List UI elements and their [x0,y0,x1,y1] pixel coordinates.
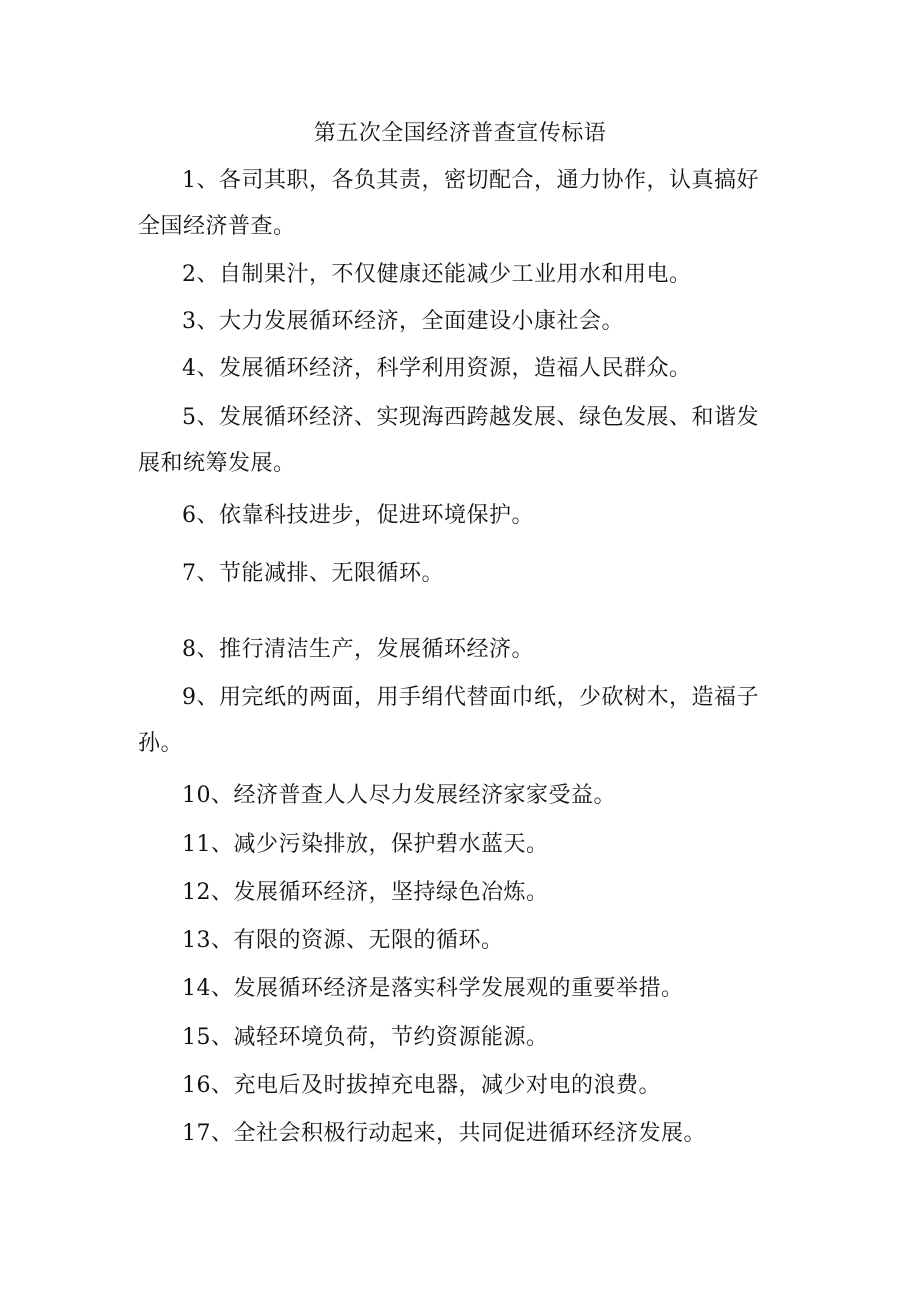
slogan-item-2: 2、自制果汁，不仅健康还能减少工业用水和用电。 [182,262,692,287]
slogan-item-14: 14、发展循环经济是落实科学发展观的重要举措。 [182,976,684,1001]
document-title: 第五次全国经济普查宣传标语 [313,121,607,146]
slogan-item-12: 12、发展循环经济，坚持绿色冶炼。 [182,880,549,905]
slogan-item-10: 10、经济普查人人尽力发展经济家家受益。 [182,783,616,808]
slogan-item-6: 6、依靠科技进步，促进环境保护。 [182,503,534,528]
slogan-item-13: 13、有限的资源、无限的循环。 [182,928,504,953]
slogan-item-17: 17、全社会积极行动起来，共同促进循环经济发展。 [182,1121,706,1146]
slogan-item-3: 3、大力发展循环经济，全面建设小康社会。 [182,309,624,334]
slogan-item-9: 9、用完纸的两面，用手绢代替面巾纸，少砍树木，造福子孙。 [138,685,759,756]
slogan-item-11: 11、减少污染排放，保护碧水蓝天。 [182,832,549,857]
slogan-item-15: 15、减轻环境负荷，节约资源能源。 [182,1025,549,1050]
slogan-item-4: 4、发展循环经济，科学利用资源，造福人民群众。 [182,356,692,381]
slogan-item-16: 16、充电后及时拔掉充电器，减少对电的浪费。 [182,1073,661,1098]
slogan-item-5: 5、发展循环经济、实现海西跨越发展、绿色发展、和谐发展和统筹发展。 [138,405,759,476]
slogan-item-7: 7、节能减排、无限循环。 [182,561,444,586]
slogan-item-1: 1、各司其职，各负其责，密切配合，通力协作，认真搞好全国经济普查。 [138,168,759,239]
slogan-item-8: 8、推行清洁生产，发展循环经济。 [182,637,534,662]
